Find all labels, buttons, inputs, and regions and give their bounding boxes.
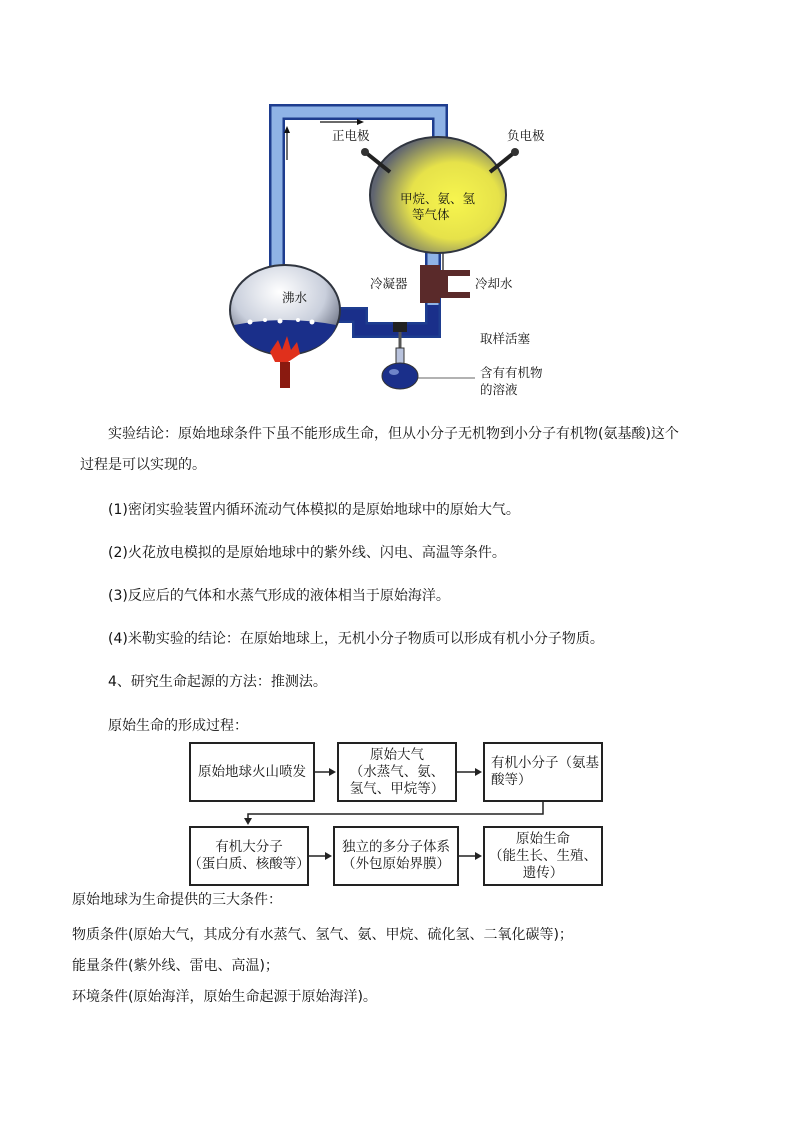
label-positive-electrode: 正电极: [332, 128, 370, 143]
process-title: 原始生命的形成过程：: [108, 718, 248, 734]
label-gas-line2: 等气体: [412, 207, 450, 222]
flow-box-atmosphere-line3: 氢气、甲烷等）: [349, 780, 445, 797]
label-cooling-water: 冷却水: [475, 276, 513, 291]
flow-box-small-molecules-line1: 有机小分子（氨基: [491, 755, 599, 771]
label-gas-line1: 甲烷、氨、氢: [400, 191, 476, 206]
arrow-right-icon: [457, 768, 482, 776]
conclusion-line2: 过程是可以实现的。: [80, 457, 206, 473]
label-negative-electrode: 负电极: [507, 128, 545, 143]
condition-energy: 能量条件(紫外线、雷电、高温)；: [72, 958, 279, 974]
arrow-right-icon: [315, 768, 336, 776]
item-1: (1)密闭实验装置内循环流动气体模拟的是原始地球中的原始大气。: [108, 502, 520, 518]
arrow-right-icon: [459, 852, 482, 860]
flow-box-macromolecules-line2: （蛋白质、核酸等）: [188, 856, 310, 872]
item-3: (3)反应后的气体和水蒸气形成的液体相当于原始海洋。: [108, 588, 450, 604]
arrow-right-icon: [309, 852, 332, 860]
flow-box-life-line3: 遗传）: [522, 864, 564, 881]
flow-box-multimolecular-line1: 独立的多分子体系: [342, 839, 450, 855]
flow-box-life-line1: 原始生命: [516, 830, 570, 847]
item-2: (2)火花放电模拟的是原始地球中的紫外线、闪电、高温等条件。: [108, 545, 506, 561]
flow-box-atmosphere-line2: （水蒸气、氨、: [349, 763, 445, 780]
flow-box-multimolecular-line2: （外包原始界膜）: [342, 856, 450, 872]
flow-box-atmosphere-line1: 原始大气: [370, 746, 424, 763]
condition-environment: 环境条件(原始海洋，原始生命起源于原始海洋)。: [72, 989, 377, 1005]
condition-material: 物质条件(原始大气，其成分有水蒸气、氢气、氨、甲烷、硫化氢、二氧化碳等)；: [72, 927, 573, 943]
flow-box-macromolecules-line1: 有机大分子: [215, 839, 283, 855]
flow-box-volcano-label: 原始地球火山喷发: [198, 763, 306, 780]
item-4: (4)米勒实验的结论：在原始地球上，无机小分子物质可以形成有机小分子物质。: [108, 631, 604, 647]
label-sampling-valve: 取样活塞: [480, 331, 531, 346]
label-solution-line1: 含有有机物: [480, 365, 543, 380]
flow-box-life-line2: （能生长、生殖、: [489, 847, 597, 864]
label-boiling-water: 沸水: [282, 290, 308, 305]
conclusion-line1: 实验结论：原始地球条件下虽不能形成生命，但从小分子无机物到小分子有机物(氨基酸)这个: [108, 426, 679, 442]
conditions-title: 原始地球为生命提供的三大条件：: [72, 892, 282, 908]
arrow-wrap-down-icon: [244, 802, 543, 825]
section-4-heading: 4、研究生命起源的方法：推测法。: [108, 674, 327, 690]
label-solution-line2: 的溶液: [480, 382, 518, 397]
label-condenser: 冷凝器: [370, 276, 408, 291]
flow-box-small-molecules-line2: 酸等）: [491, 772, 532, 788]
